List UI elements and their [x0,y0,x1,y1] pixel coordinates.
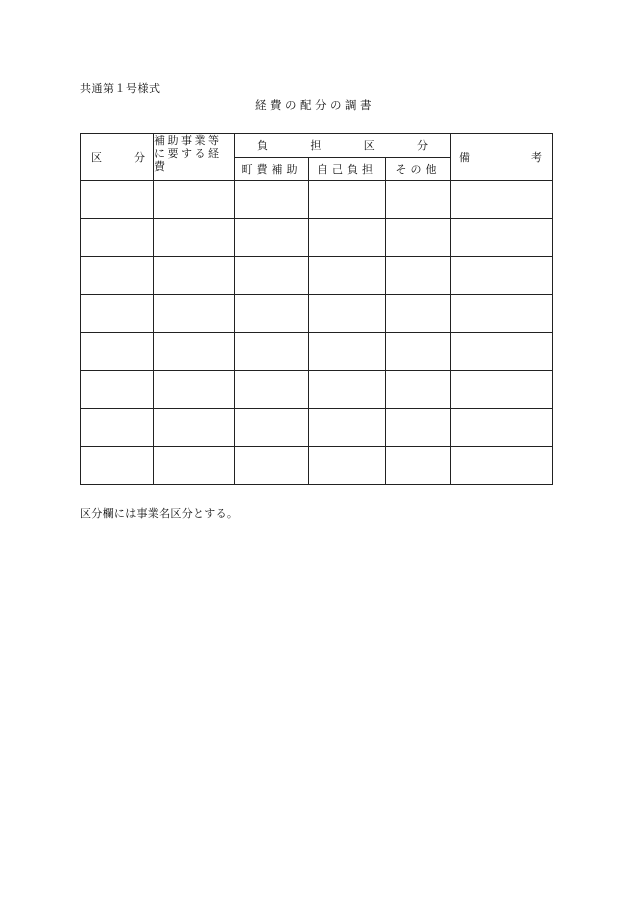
header-kubun-cell [81,134,154,181]
table-cell[interactable] [309,371,386,409]
table-row [81,333,553,371]
table-cell[interactable] [154,219,235,257]
table-cell[interactable] [451,219,553,257]
table-cell[interactable] [386,257,451,295]
table-cell[interactable] [154,409,235,447]
table-cell[interactable] [81,409,154,447]
header-kubun-char: 区 [91,150,102,164]
subheader-other: その他 [386,158,451,181]
table-cell[interactable] [154,371,235,409]
table-cell[interactable] [309,295,386,333]
table-cell[interactable] [386,295,451,333]
table-cell[interactable] [386,371,451,409]
table-header-row [81,134,553,158]
table-cell[interactable] [451,181,553,219]
table-cell[interactable] [386,181,451,219]
header-burden-char: 担 [310,139,322,152]
table-cell[interactable] [235,219,309,257]
table-cell[interactable] [81,181,154,219]
expense-allocation-table [80,133,553,485]
table-cell[interactable] [81,219,154,257]
table-row [81,409,553,447]
table-cell[interactable] [81,447,154,485]
table-row [81,181,553,219]
table-cell[interactable] [309,409,386,447]
table-cell[interactable] [386,333,451,371]
table-cell[interactable] [81,333,154,371]
table-cell[interactable] [154,181,235,219]
table-cell[interactable] [451,333,553,371]
document-title: 経費の配分の調書 [255,98,375,112]
table-cell[interactable] [154,447,235,485]
table-row [81,257,553,295]
form-number-label: 共通第１号様式 [80,82,161,95]
subheader-town-subsidy: 町費補助 [235,158,309,181]
header-remarks-char: 考 [531,150,543,164]
table-cell[interactable] [451,447,553,485]
header-burden-char: 区 [363,139,375,152]
table-cell[interactable] [235,371,309,409]
footnote: 区分欄には事業名区分とする。 [80,507,239,520]
table-row [81,371,553,409]
table-cell[interactable] [451,295,553,333]
header-kubun-char: 分 [134,150,145,164]
table-cell[interactable] [451,409,553,447]
table-row [81,295,553,333]
table-cell[interactable] [235,447,309,485]
table-cell[interactable] [81,371,154,409]
table-cell[interactable] [154,295,235,333]
table-cell[interactable] [309,447,386,485]
table-cell[interactable] [81,257,154,295]
table-cell[interactable] [81,295,154,333]
table-cell[interactable] [235,409,309,447]
subheader-self-burden: 自己負担 [309,158,386,181]
table-row [81,219,553,257]
table-cell[interactable] [309,219,386,257]
table-cell[interactable] [451,371,553,409]
header-burden-category-cell [235,134,451,158]
table-row [81,447,553,485]
table-cell[interactable] [309,257,386,295]
header-burden-char: 負 [257,139,268,152]
table-cell[interactable] [235,257,309,295]
table-cell[interactable] [235,181,309,219]
table-cell[interactable] [154,257,235,295]
table-cell[interactable] [309,333,386,371]
header-burden-char: 分 [417,139,429,152]
table-cell[interactable] [309,181,386,219]
header-remarks-char: 備 [459,150,471,164]
table-cell[interactable] [235,333,309,371]
table-cell[interactable] [386,219,451,257]
header-subsidy-expense-cell: 補助事業等に要する経費 [154,134,235,181]
table-cell[interactable] [386,447,451,485]
header-remarks-cell [451,134,553,181]
table-cell[interactable] [235,295,309,333]
table-cell[interactable] [451,257,553,295]
table-cell[interactable] [154,333,235,371]
table-cell[interactable] [386,409,451,447]
